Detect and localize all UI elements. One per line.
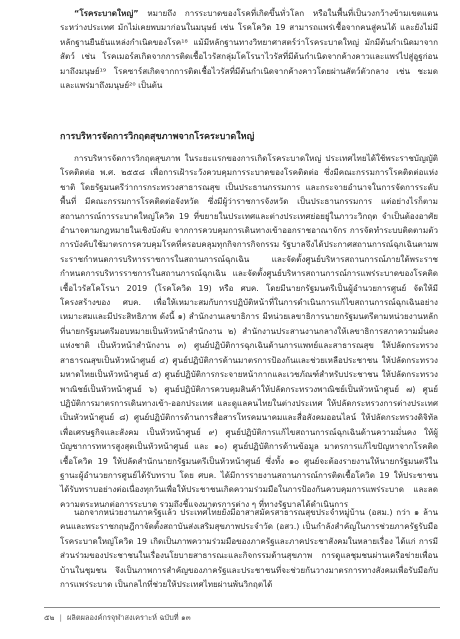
paragraph-definition [60,6,438,124]
section-heading: การบริหารจัดการวิกฤตสุขภาพจากโรคระบาดใหญ่ [60,132,255,142]
footer-separator: | [59,613,62,622]
paragraph-crisis-management: การบริหารจัดการวิกฤตสุขภาพ ในระยะแรกของการเกิดโรคระบาดใหญ่ ประเทศไทยได้ใช้พระราชบัญญัติโรคติดต่อ พ.ศ. ๒๕๕๘ เพื่อการเฝ้าระวังควบคุมการระบาดของโรคติดต่อ ซึ่งมีคณะกรรมการโรคติดต่อแห่งชาติ โดยรัฐมนตรีว่าการกระทรวงสาธารณสุข เป็นประธานกรรมการ และกระจายอำนาจในการจัดการระดับพื้นที่ มีคณะกรรมการโรคติดต่อจังหวัด ซึ่งมีผู้ว่าราชการจังหวัด เป็นประธานกรรมการ แต่อย่างไรก็ตาม สถานการณ์การระบาดใหญ่โควิด 19 ที่ขยายในประเทศและต่างประเทศย่อยยู่ในภาวะวิกฤต จำเป็นต้องอาศัยอำนาจตามกฎหมายในเชิงบังคับ จากการควบคุมการเดินทางเข้าออกราชอาณาจักร การจัดทำระบบติดตามตัว การบังคับใช้มาตรการควบคุมโรคที่ครอบคลุมทุกกิจการกิจกรรม รัฐบาลจึงได้ประกาศสถานการณ์ฉุกเฉินตามพระราชกำหนดการบริหารราชการในสถานการณ์ฉุกเฉิน และจัดตั้งศูนย์บริหารสถานการณ์ภายใต้พระราชกำหนดการบริหารราชการในสถานการณ์ฉุกเฉิน และจัดตั้งศูนย์บริหารสถานการณ์การแพร่ระบาดของโรคติดเชื้อไวรัสโคโรนา 2019 (โรคโควิด 19) หรือ ศบค. โดยมีนายกรัฐมนตรีเป็นผู้อำนวยการศูนย์ จัดให้มีโครงสร้างของ ศบค. เพื่อให้เหมาะสมกับการปฏิบัติหน้าที่ในการดำเนินการแก้ไขสถานการณ์ฉุกเฉินอย่างเหมาะสมและมีประสิทธิภาพ ดังนี้ ๑) สำนักงานเลขาธิการ มีหน่วยเลขาธิการนายกรัฐมนตรีตามหน่วยงานหลัก ที่นายกรัฐมนตรีมอบหมายเป็นหัวหน้าสำนักงาน ๒) สำนักงานประสานงานกลางให้เลขาธิการสภาความมั่นคงแห่งชาติ เป็นหัวหน้าสำนักงาน ๓) ศูนย์ปฏิบัติการฉุกเฉินด้านการแพทย์และสาธารณสุข ให้ปลัดกระทรวงสาธารณสุขเป็นหัวหน้าศูนย์ ๔) ศูนย์ปฏิบัติการด้านมาตรการป้องกันและช่วยเหลือประชาชน ให้ปลัดกระทรวงมหาดไทยเป็นหัวหน้าศูนย์ ๕) ศูนย์ปฏิบัติการกระจายหน้ากากและเวชภัณฑ์สำหรับประชาชน ให้ปลัดกระทรวงพาณิชย์เป็นหัวหน้าศูนย์ ๖) ศูนย์ปฏิบัติการควบคุมสินค้าให้ปลัดกระทรวงพาณิชย์เป็นหัวหน้าศูนย์ ๗) ศูนย์ปฏิบัติการมาตรการเดินทางเข้า-ออกประเทศ และดูแลคนไทยในต่างประเทศ ให้ปลัดกระทรวงการต่างประเทศเป็นหัวหน้าศูนย์ ๘) ศูนย์ปฏิบัติการด้านการสื่อสารโทรคมนาคมและสื่อสังคมออนไลน์ ให้ปลัดกระทรวงดิจิทัลเพื่อเศรษฐกิจและสังคม เป็นหัวหน้าศูนย์ ๙) ศูนย์ปฏิบัติการแก้ไขสถานการณ์ฉุกเฉินด้านความมั่นคง ให้ผู้บัญชาการทหารสูงสุดเป็นหัวหน้าศูนย์ และ ๑๐) ศูนย์ปฏิบัติการด้านข้อมูล มาตรการแก้ไขปัญหาจากโรคติดเชื้อโควิด 19 ให้ปลัดสำนักนายกรัฐมนตรีเป็นหัวหน้าศูนย์ ซึ่งทั้ง ๑๐ ศูนย์จะต้องรายงานให้นายกรัฐมนตรีในฐานะผู้อำนวยการศูนย์ได้รับทราบ โดย ศบค. ได้มีการรายงานสถานการณ์การติดเชื้อโควิด 19 ให้ประชาชนได้รับทราบอย่างต่อเนื่องทุกวันเพื่อให้ประชาชนเกิดความร่วมมือในการป้องกันควบคุมการแพร่ระบาด และลดความตระหนกต่อการระบาด รวมถึงชี้แจงมาตรการต่าง ๆ ที่ทางรัฐบาลได้ดำเนินการ [60,153,438,509]
page-number: ๕๒ [44,613,55,622]
term-pandemic: “โรคระบาดใหญ่” [74,8,139,18]
journal-title: ผลิตผลองค์กรจุฬาสงเคราะห์ ฉบับที่ ๑๓ [66,613,191,622]
page-footer [44,613,191,623]
footer-divider [44,607,440,608]
paragraph-civil-society: นอกจากหน่วยงานภาครัฐแล้ว ประเทศไทยยังมีอาสาสมัครสาธารณสุขประจำหมู่บ้าน (อสม.) กว่า ๑ ล้านคนและพระราชกฤษฎีกาจัดตั้งสถาบันส่งเสริมสุขภาพประจำวัด (อสว.) เป็นกำลังสำคัญในการช่วยภาครัฐรับมือโรคระบาดใหญ่โควิด 19 เกิดเป็นภาพความร่วมมือของภาครัฐและภาคประชาสังคมในหลายเรื่อง ได้แก่ การมีส่วนร่วมของประชาชนในเรื่องนโยบายสาธารณะและกิจกรรมด้านสุขภาพ การดูแลชุมชนผ่านเครือข่ายเพื่อนบ้านในชุมชน จึงเป็นภาพการสำคัญของภาครัฐและประชาชนที่จะช่วยกันวางมาตรการทางสังคมเพื่อรับมือกับการแพร่ระบาด เป็นกลไกที่ช่วยให้ประเทศไทยผ่านพ้นวิกฤตได้ [60,507,438,590]
definition-text: หมายถึง การระบาดของโรคที่เกิดขึ้นทั่วโลก หรือในพื้นที่เป็นวงกว้างข้ามเขตแดนระหว่างประเทศ มักไม่เคยพบมาก่อนในมนุษย์ เช่น โรคโควิด 19 สามารถแพร่เชื้อจากคนสู่คนได้ และยังไม่มีหลักฐานยืนยันแหล่งกำเนิดของโรค¹⁸ แม้มีหลักฐานทางวิทยาศาสตร์ว่าโรคระบาดใหญ่ มักมีต้นกำเนิดมาจากสัตว์ เช่น โรคเมอร์สเกิดจากการติดเชื้อไวรัสกลุ่มโคโรนาไวรัสที่มีต้นกำเนิดจากค้างคาวและแพร่ไปสู่อูฐก่อนมาถึงมนุษย์¹⁹ โรคซาร์สเกิดจากการติดเชื้อไวรัสที่มีต้นกำเนิดจากค้างคาวโดยผ่านสัตว์ตัวกลาง เช่น ชะมด และแพร่มาถึงมนุษย์²⁰ เป็นต้น [60,8,438,91]
